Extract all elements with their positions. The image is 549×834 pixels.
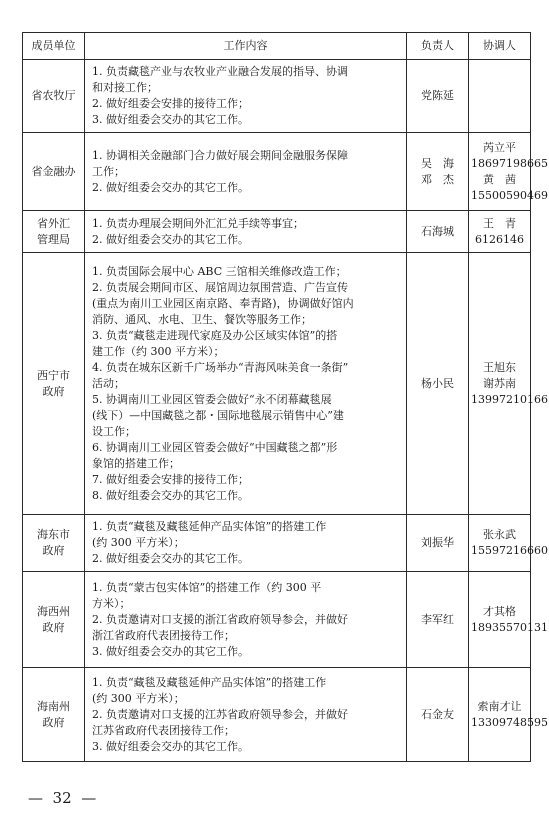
work-line: 活动；: [92, 376, 125, 390]
work-line: 8. 做好组委会交办的其它工作。: [92, 488, 249, 502]
work-line: 工作；: [92, 164, 125, 178]
work-line: 1. 负责“藏毯及藏毯延伸产品实体馆”的搭建工作: [92, 675, 327, 689]
work-line: 1. 协调相关金融部门合力做好展会期间金融服务保障: [92, 148, 348, 162]
table-body: [23, 60, 548, 762]
work-line: 3. 做好组委会交办的其它工作。: [92, 644, 249, 658]
table-row: [23, 133, 531, 211]
page-footer: [28, 789, 96, 807]
coord-cell: [469, 211, 531, 253]
work-line: (重点为南川工业园区南京路、奉青路)，协调做好馆内: [92, 296, 354, 310]
table-row: [23, 253, 531, 515]
coordinator-line: 15500590469: [471, 188, 548, 202]
responsibility-table: [22, 32, 548, 762]
responsible-line: 刘振华: [421, 536, 454, 549]
work-line: 3. 负责“藏毯走进现代家庭及办公区域实体馆”的搭: [92, 328, 338, 342]
resp-cell: [407, 211, 469, 253]
work-line: 建工作（约 300 平方米）；: [92, 344, 225, 358]
header-work: 工作内容: [85, 33, 407, 60]
coordinator-line: 王旭东: [483, 360, 516, 374]
work-line: 1. 负责“蒙古包实体馆”的搭建工作（约 300 平: [92, 580, 322, 594]
unit-line: 省外汇: [37, 216, 70, 230]
unit-cell: [23, 253, 85, 515]
work-line: 浙江省政府代表团接待工作；: [92, 628, 235, 642]
responsible-line: 党陈延: [421, 89, 454, 102]
coordinator-line: 15597216660: [471, 544, 548, 557]
work-line: 4. 负责在城东区新千广场举办“青海风味美食一条街”: [92, 360, 349, 374]
unit-cell: [23, 133, 85, 211]
work-line: 3. 做好组委会交办的其它工作。: [92, 113, 249, 126]
page-number: 32: [52, 789, 72, 807]
unit-line: 政府: [42, 384, 65, 398]
work-line: 2. 做好组委会安排的接待工作；: [92, 97, 249, 110]
coordinator-line: 6126146: [475, 232, 524, 246]
table-header-row: [23, 33, 531, 60]
unit-cell: [23, 211, 85, 253]
responsible-line: 石金友: [421, 707, 454, 721]
coordinator-line: 18935570131: [471, 620, 548, 634]
coord-cell: [469, 133, 548, 211]
coordinator-line: 索南才让: [477, 699, 522, 713]
work-line: (约 300 平方米）；: [92, 691, 185, 705]
table-row: [23, 572, 531, 668]
work-line: 1. 负责藏毯产业与农牧业产业融合发展的指导、协调: [92, 65, 348, 78]
work-line: 7. 做好组委会安排的接待工作；: [92, 472, 249, 486]
work-line: 2. 负责邀请对口支援的江苏省政府领导参会，并做好: [92, 707, 348, 721]
coord-cell: [469, 668, 548, 762]
unit-line: 省金融办: [31, 164, 76, 178]
work-line: 象馆的搭建工作；: [92, 456, 180, 470]
coordinator-line: 黄 茜: [483, 172, 516, 186]
responsible-line: 石海城: [421, 224, 454, 238]
coordinator-line: 张永武: [483, 528, 516, 541]
resp-cell: [407, 133, 469, 211]
unit-line: 海东市: [37, 528, 70, 541]
unit-line: 政府: [42, 620, 65, 634]
work-line: 1. 负责办理展会期间外汇汇兑手续等事宜；: [92, 216, 304, 230]
responsible-line: 吴 海: [421, 156, 454, 170]
work-cell: [85, 515, 407, 572]
responsible-line: 李军红: [421, 612, 454, 626]
work-cell: [85, 211, 407, 253]
table-row: [23, 515, 531, 572]
coord-cell: [469, 253, 548, 515]
header-unit: 成员单位: [23, 33, 85, 60]
coordinator-line: 13309748595: [471, 715, 548, 729]
work-cell: [85, 668, 407, 762]
work-line: 2. 做好组委会交办的其它工作。: [92, 232, 249, 246]
work-line: (线下）—中国藏毯之都・国际地毯展示销售中心”建: [92, 408, 344, 422]
resp-cell: [407, 515, 469, 572]
work-line: (约 300 平方米）；: [92, 536, 185, 549]
footer-dash-left: —: [28, 789, 43, 807]
unit-line: 政府: [42, 544, 65, 557]
coordinator-line: 芮立平: [483, 140, 516, 154]
work-line: 5. 协调南川工业园区管委会做好“永不闭幕藏毯展: [92, 392, 332, 406]
work-line: 1. 负责国际会展中心 ABC 三馆相关维修改造工作；: [92, 264, 347, 278]
coord-cell: [469, 60, 531, 133]
work-line: 3. 做好组委会交办的其它工作。: [92, 739, 249, 753]
unit-line: 海西州: [37, 604, 70, 618]
work-line: 2. 做好组委会交办的其它工作。: [92, 552, 249, 565]
resp-cell: [407, 668, 469, 762]
unit-cell: [23, 515, 85, 572]
work-cell: [85, 572, 407, 668]
work-cell: [85, 60, 407, 133]
work-line: 2. 负责邀请对口支援的浙江省政府领导参会，并做好: [92, 612, 348, 626]
work-line: 江苏省政府代表团接待工作；: [92, 723, 235, 737]
document-page: [22, 32, 548, 762]
header-coordinator: 协调人: [469, 33, 531, 60]
work-line: 2. 负责展会期间市区、展馆周边氛围营造、广告宣传: [92, 280, 348, 294]
unit-cell: [23, 60, 85, 133]
work-line: 方米）；: [92, 596, 131, 610]
work-cell: [85, 133, 407, 211]
resp-cell: [407, 572, 469, 668]
work-cell: [85, 253, 407, 515]
coord-cell: [469, 515, 548, 572]
coordinator-line: 才其格: [483, 604, 516, 618]
unit-line: 海南州: [37, 699, 70, 713]
unit-line: 政府: [42, 715, 65, 729]
work-line: 设工作；: [92, 424, 136, 438]
header-responsible: 负责人: [407, 33, 469, 60]
footer-dash-right: —: [81, 789, 97, 807]
work-line: 和对接工作；: [92, 81, 158, 94]
unit-cell: [23, 668, 85, 762]
unit-line: 管理局: [37, 232, 70, 246]
resp-cell: [407, 60, 469, 133]
work-line: 1. 负责“藏毯及藏毯延伸产品实体馆”的搭建工作: [92, 520, 327, 533]
unit-cell: [23, 572, 85, 668]
coordinator-line: 18697198665: [471, 156, 548, 170]
coordinator-line: 谢苏南: [483, 376, 516, 390]
work-line: 2. 做好组委会交办的其它工作。: [92, 180, 249, 194]
table-row: [23, 668, 531, 762]
table-row: [23, 211, 531, 253]
unit-line: 西宁市: [37, 368, 70, 382]
resp-cell: [407, 253, 469, 515]
work-line: 消防、通风、水电、卫生、餐饮等服务工作；: [92, 312, 312, 326]
coordinator-line: 王 青: [483, 216, 516, 230]
coord-cell: [469, 572, 548, 668]
coordinator-line: 13997210166: [471, 392, 548, 406]
work-line: 6. 协调南川工业园区管委会做好“中国藏毯之都”形: [92, 440, 338, 454]
responsible-line: 邓 杰: [421, 172, 454, 186]
responsible-line: 杨小民: [421, 376, 454, 390]
table-row: [23, 60, 531, 133]
unit-line: 省农牧厅: [31, 89, 76, 102]
